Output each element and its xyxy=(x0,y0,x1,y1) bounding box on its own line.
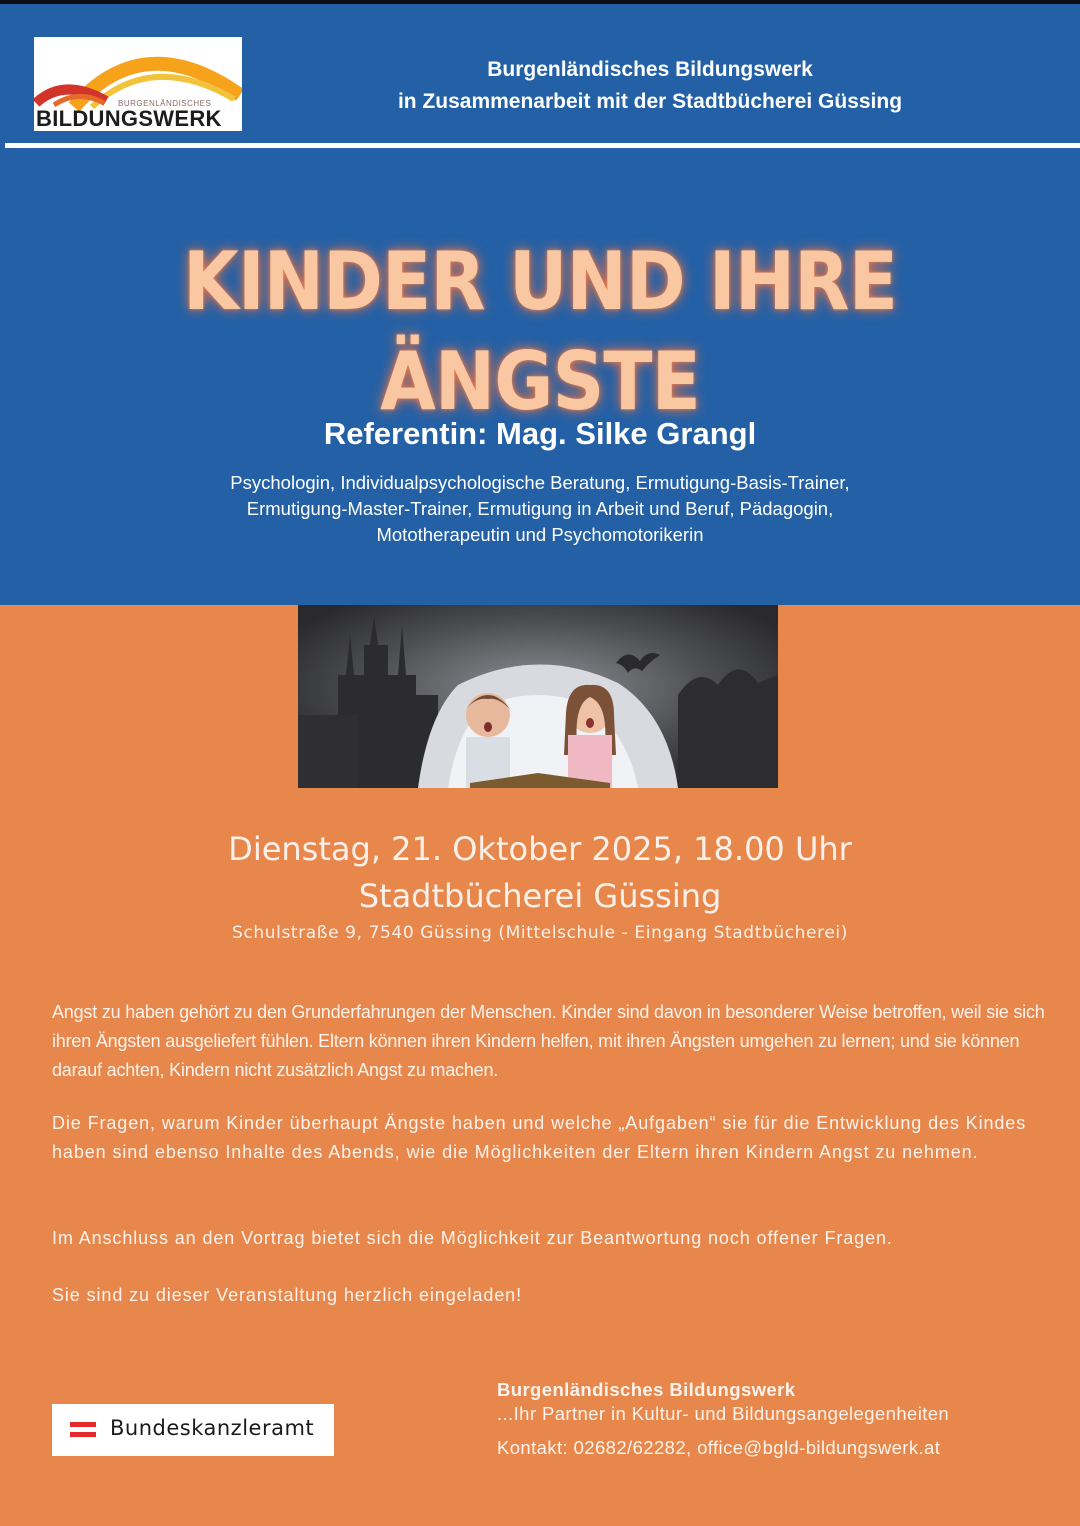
bundeskanzleramt-logo xyxy=(52,1404,334,1456)
bildungswerk-logo xyxy=(34,37,242,131)
organizer-line-2: in Zusammenarbeit mit der Stadtbücherei Güssing xyxy=(397,90,903,113)
speaker-credentials xyxy=(180,470,900,548)
speaker-name: Referentin: Mag. Silke Grangl xyxy=(323,416,757,451)
organizer-heading xyxy=(330,54,970,118)
logo-small-text: BURGENLÄNDISCHES xyxy=(118,99,212,108)
credentials-line-2: Ermutigung-Master-Trainer, Ermutigung in Arbeit und Beruf, Pädagogin, xyxy=(246,498,834,519)
children-under-blanket-photo xyxy=(298,605,778,788)
event-venue: Stadtbücherei Güssing xyxy=(358,877,722,915)
credentials-line-3: Mototherapeutin und Psychomotorikerin xyxy=(376,524,704,545)
austrian-flag-icon xyxy=(70,1422,96,1438)
logo-big-text: BILDUNGSWERK xyxy=(36,106,222,131)
event-title: KINDER UND IHRE ÄNGSTE xyxy=(182,235,898,428)
footer-org-name: Burgenländisches Bildungswerk xyxy=(497,1379,796,1400)
footer-tagline: ...Ihr Partner in Kultur- und Bildungsangelegenheiten xyxy=(497,1403,950,1424)
credentials-line-1: Psychologin, Individualpsychologische Beratung, Ermutigung-Basis-Trainer, xyxy=(230,472,850,493)
header-divider xyxy=(5,143,1080,148)
sponsor-name: Bundeskanzleramt xyxy=(110,1416,315,1440)
description-paragraph-3: Im Anschluss an den Vortrag bietet sich die Möglichkeit zur Beantwortung noch offener Fragen. xyxy=(52,1228,893,1248)
description-paragraph-2: Die Fragen, warum Kinder überhaupt Ängste haben und welche „Aufgaben“ sie für die Entwicklung des Kindes haben sind ebenso Inhalte des Abends, wie die Möglichkeiten der Eltern ihren Kindern Angst zu nehmen. xyxy=(52,1113,1027,1162)
event-address: Schulstraße 9, 7540 Güssing (Mittelschule - Eingang Stadtbücherei) xyxy=(232,923,848,943)
description-paragraph-1: Angst zu haben gehört zu den Grunderfahrungen der Menschen. Kinder sind davon in besonderer Weise betroffen, weil sie sich ihren Ängsten ausgeliefert fühlen. Eltern können ihren Kindern helfen, mit ihren Ängsten umgehen zu lernen; und sie können darauf achten, Kindern nicht zusätzlich Angst zu machen. xyxy=(52,1002,1045,1080)
footer-contact: Kontakt: 02682/62282, office@bgld-bildungswerk.at xyxy=(497,1437,941,1458)
footer-contact-block xyxy=(497,1378,1057,1460)
invitation-line: Sie sind zu dieser Veranstaltung herzlich eingeladen! xyxy=(52,1285,522,1305)
organizer-line-1: Burgenländisches Bildungswerk xyxy=(487,58,813,81)
event-date: Dienstag, 21. Oktober 2025, 18.00 Uhr xyxy=(228,830,852,868)
